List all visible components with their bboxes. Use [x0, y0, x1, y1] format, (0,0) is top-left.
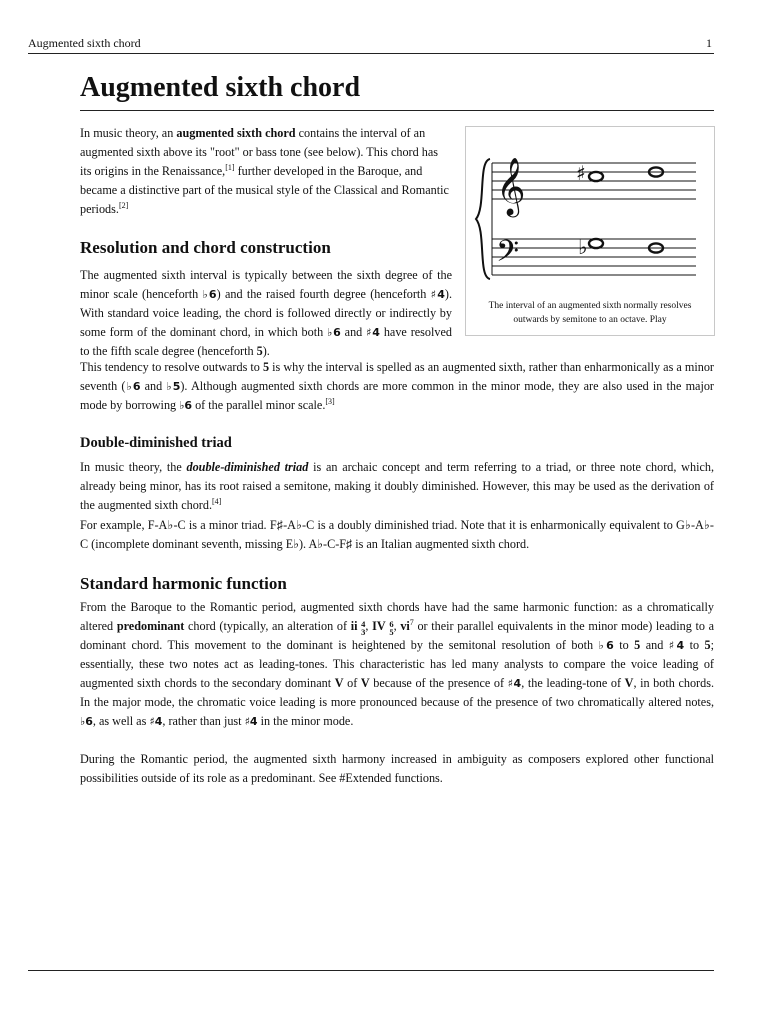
running-title: Augmented sixth chord: [28, 36, 141, 50]
note-a-flat: [589, 239, 603, 248]
flat-accidental: ♭: [578, 235, 588, 259]
heading-resolution: Resolution and chord construction: [80, 238, 331, 257]
resolution-paragraph-1: The augmented sixth interval is typically between the sixth degree of the minor scale (henceforth ♭6) and the raised fourth degree (henceforth ♯4). With standard voice leading, the chord is followed directly or indirectly by some form of the dominant chord, in which both ♭6 and ♯4 have resolved to the fifth scale degree (henceforth 5).: [80, 268, 452, 358]
title-rule: [80, 110, 714, 111]
sharp-accidental: ♯: [576, 161, 586, 185]
function-paragraph-2: During the Romantic period, the augmented sixth harmony increased in ambiguity as composers explored other functional possibilities outside of its role as a predominant. See #Extended functions.: [80, 752, 714, 785]
term-double-diminished: double-diminished triad: [186, 460, 309, 474]
ref-link-2[interactable]: [2]: [118, 201, 129, 210]
bass-staff: [492, 239, 696, 275]
treble-clef-icon: 𝄞: [496, 157, 526, 215]
footer-rule: [28, 970, 714, 971]
term-predominant: predominant: [116, 619, 185, 633]
function-paragraph-1: From the Baroque to the Romantic period, augmented sixth chords have had the same harmonic function: as a chromatically altered predominant chord (typically, an alteration of ii 4 3 , IV 6 5 , $vi^7$ or their parallel equivalents in the minor mode) leading to a dominant chord. This movement to the dominant is heightened by the semitonal resolution of both ♭6 to 5 and ♯4 to 5; essentially, these two notes act as leading-tones. This characteristic has led many analysts to compare the voice leading of augmented sixth chords to the secondary dominant V of V because of the presence of ♯4, the leading-tone of V, in both chords. In the major mode, the chromatic voice leading is more pronounced because of the presence of two chromatically altered notes, ♭6, as well as ♯4, rather than just ♯4 in the minor mode.: [80, 600, 715, 728]
figure-caption: The interval of an augmented sixth normally resolves outwards by semitone to an octave. Play: [488, 301, 692, 325]
intro-paragraph: In music theory, an augmented sixth chord contains the interval of an augmented sixth above its "root" or bass tone (see below). This chord has its origins in the Renaissance,[1] further developed in the Baroque, and became a distinctive part of the musical style of the Classical and Romantic periods.[2]: [80, 126, 449, 216]
music-figure: [465, 126, 715, 336]
resolution-paragraph-2: This tendency to resolve outwards to 5 is why the interval is spelled as an augmented sixth, rather than enharmonically as a minor seventh (♭6 and ♭5). Although augmented sixth chords are more common in the minor mode, they are also used in the major mode by borrowing ♭6 of the parallel minor scale.[3]: [80, 360, 714, 412]
double-paragraph-1: In music theory, the double-diminished triad is an archaic concept and term referring to a triad, or three note chord, which, already being minor, has its root raised a semitone, making it doubly diminished. However, this may be used as the derivation of the augmented sixth chord.[4]: [80, 460, 715, 512]
term-augmented-sixth: augmented sixth chord: [176, 126, 296, 140]
ref-link-4[interactable]: [4]: [212, 497, 222, 506]
bass-clef-icon: 𝄢: [496, 235, 520, 276]
ref-link-3[interactable]: [3]: [325, 397, 335, 406]
heading-double-diminished: Double-diminished triad: [80, 435, 232, 451]
page-title: Augmented sixth chord: [80, 72, 361, 103]
page-number: 1: [706, 36, 712, 50]
grand-staff-brace: [476, 159, 490, 279]
running-header: [28, 36, 712, 51]
ref-link-1[interactable]: [1]: [225, 163, 235, 172]
double-paragraph-2: For example, F-A♭-C is a minor triad. F♯-A♭-C is a doubly diminished triad. Note that it is enharmonically equivalent to G♭-A♭-C (incomplete dominant seventh, missing E♭). A♭-C-F♯ is an Italian augmented sixth chord.: [80, 518, 714, 551]
staff-notation: [466, 127, 714, 297]
heading-harmonic-function: Standard harmonic function: [80, 574, 287, 593]
header-rule: [28, 53, 714, 54]
note-f-sharp: [589, 172, 603, 181]
